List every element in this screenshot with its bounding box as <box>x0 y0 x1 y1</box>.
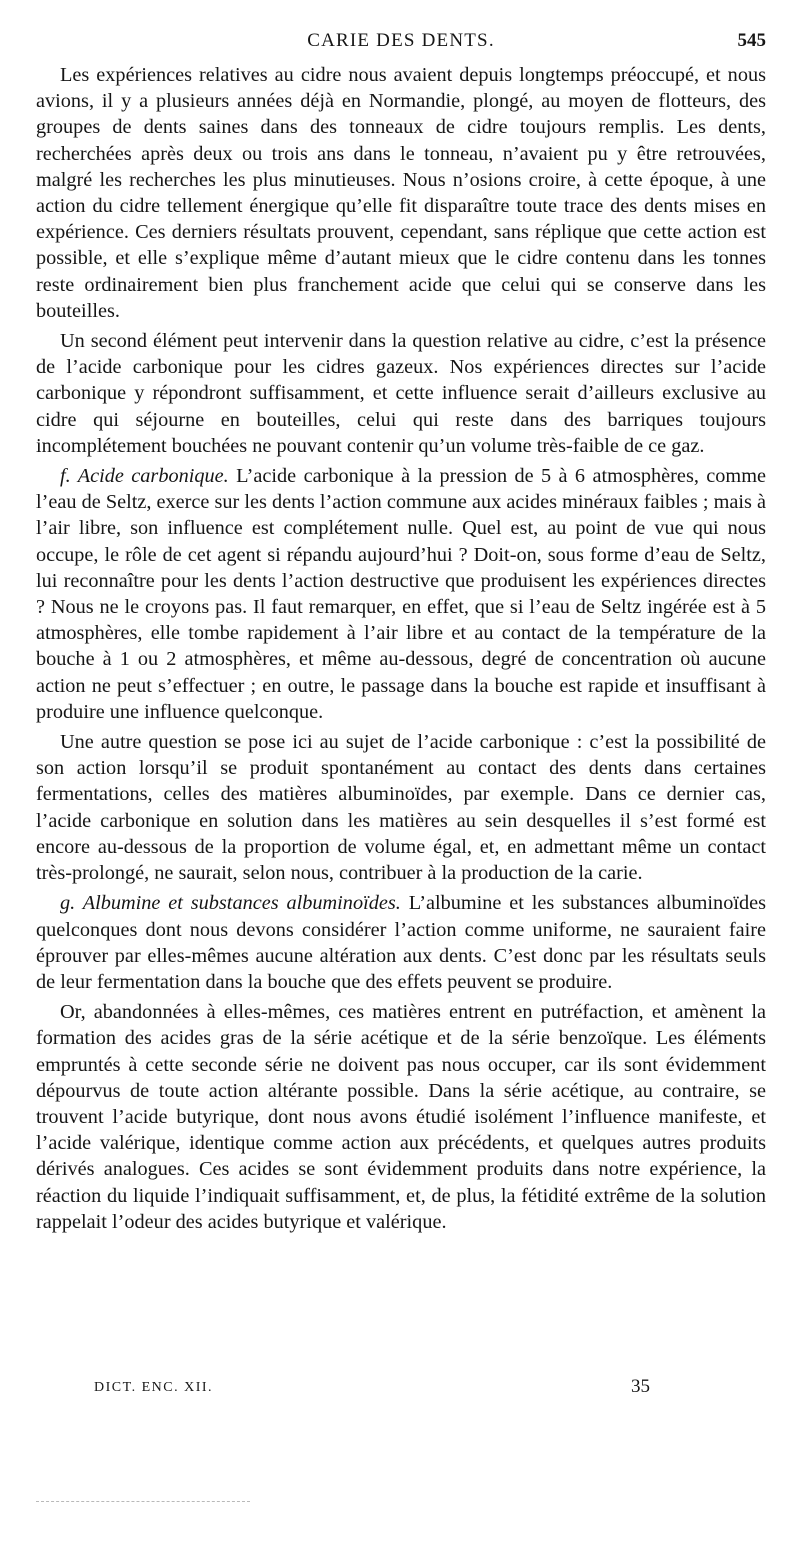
paragraph-carbonic-in-cider <box>36 328 766 459</box>
paragraph-putrefaction <box>36 999 766 1235</box>
article-body <box>36 62 766 1235</box>
paragraph-text: Une autre question se pose ici au sujet de l’acide carbonique : c’est la possibilité de son action lorsqu’il se produit spontanément au contact des dents dans certaines fermentations, celles des matières albuminoïdes, par exemple. Dans ce dernier cas, l’acide carbonique en solution dans les matières au sein desquelles il s’est formé est encore au-dessous de la proportion de volume égal, et, en admettant même un contact très-prolongé, ne saurait, selon nous, contribuer à la production de la carie. <box>36 731 766 885</box>
running-header <box>36 30 766 54</box>
paragraph-text: Or, abandonnées à elles-mêmes, ces matières entrent en putréfaction, et amènent la formation des acides gras de la série acétique et de la série benzoïque. Les éléments empruntés à cette seconde série ne doivent pas nous occuper, car ils sont évidemment dépourvus de toute action altérante possible. Dans la série acétique, au contraire, se trouvent l’acide butyrique, dont nous avons étudié isolément l’influence manifeste, et l’acide valérique, identique comme action aux précédents, et quelques autres produits dérivés analogues. Ces acides se sont évidemment produits dans notre expérience, la réaction du liquide l’indiquait suffisamment, et, de plus, la fétidité extrême de la solution rappelait l’odeur des acides butyrique et valérique. <box>36 1001 766 1233</box>
section-albumine <box>36 890 766 995</box>
paragraph-cider-experiments <box>36 62 766 324</box>
paragraph-spontaneous-carbonic <box>36 729 766 886</box>
section-heading: f. Acide carbonique. <box>60 465 229 488</box>
paragraph-text: L’albumine et les substances albuminoïdes quelconques dont nous devons considérer l’action comme uniforme, ne sauraient faire éprouver par elles-mêmes aucune altération aux dents. C’est donc par les résultats seuls de leur fermentation dans la bouche que des effets peuvent se produire. <box>36 892 767 993</box>
paragraph-text: Les expériences relatives au cidre nous avaient depuis longtemps préoccupé, et nous avions, il y a plusieurs années déjà en Normandie, plongé, au moyen de flotteurs, des groupes de dents saines dans des tonneaux de cidre toujours remplis. Les dents, recherchées après deux ou trois ans dans le tonneau, n’avaient pu y être retrouvées, malgré les recherches les plus minutieuses. Nous n’osions croire, à cette époque, à une action du cidre tellement énergique qu’elle fit disparaître toute trace des dents mises en expérience. Ces derniers résultats prouvent, cependant, sans réplique que cette action est possible, et elle s’explique même d’autant mieux que le cidre contenu dans les tonnes reste ordinairement bien plus franchement acide que celui qui se conserve dans les bouteilles. <box>36 64 766 322</box>
paragraph-text: Un second élément peut intervenir dans la question relative au cidre, c’est la présence de l’acide carbonique pour les cidres gazeux. Nos expériences directes sur l’acide carbonique y répondront suffisamment, et cette influence serait d’ailleurs exclusive au cidre qui séjourne en bouteilles, celui qui reste dans des barriques toujours incomplétement bouchées ne pouvant contenir qu’un volume très-faible de ce gaz. <box>36 330 766 457</box>
signature-number: 35 <box>631 1376 650 1397</box>
printer-signature: DICT. ENC. XII. <box>94 1380 214 1395</box>
running-title: CARIE DES DENTS. <box>307 30 495 51</box>
page-footer <box>36 1376 766 1404</box>
section-acide-carbonique <box>36 463 766 725</box>
section-heading: g. Albumine et substances albuminoïdes. <box>60 892 401 915</box>
scan-artifact-rule <box>36 1501 250 1502</box>
paragraph-text: L’acide carbonique à la pression de 5 à 6 atmosphères, comme l’eau de Seltz, exerce sur les dents l’action commune aux acides minéraux faibles ; mais à l’air libre, son influence est complétement nulle. Quel est, au point de vue qui nous occupe, le rôle de cet agent si répandu aujourd’hui ? Doit-on, sous forme d’eau de Seltz, lui reconnaître pour les dents l’action destructive que produisent les expériences directes ? Nous ne le croyons pas. Il faut remarquer, en effet, que si l’eau de Seltz ingérée est à 5 atmosphères, elle tombe rapidement à l’air libre et au contact de la température de la bouche à 1 ou 2 atmosphères, et même au-dessous, degré de concentration où aucune action ne peut s’effectuer ; en outre, le passage dans la bouche est rapide et insuffisant à produire une influence quelconque. <box>36 465 766 723</box>
page-number: 545 <box>737 30 766 51</box>
